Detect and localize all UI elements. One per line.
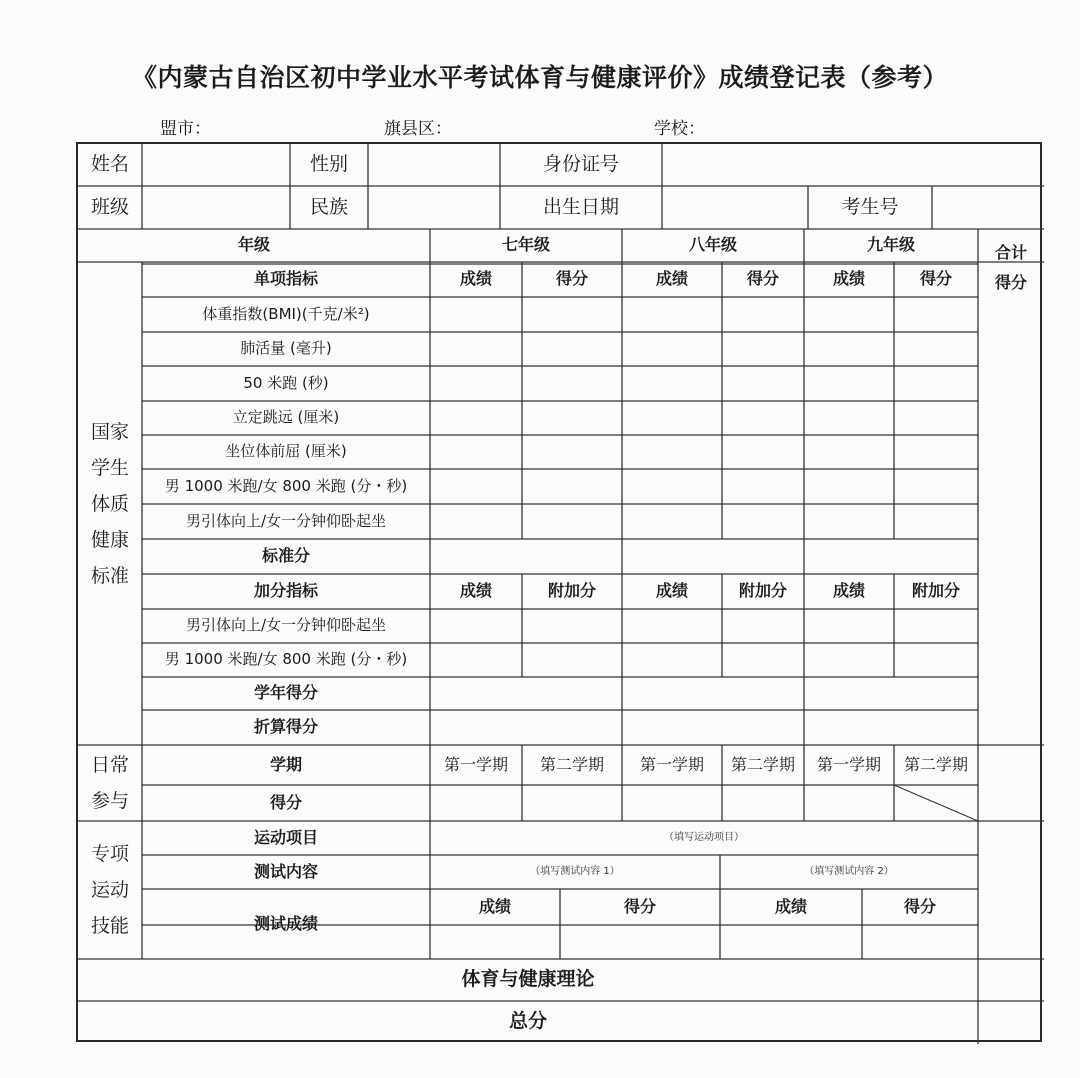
bonus-item-pullup-situp: 男引体向上/女一分钟仰卧起坐 <box>185 616 387 635</box>
form-title: 《内蒙古自治区初中学业水平考试体育与健康评价》成绩登记表（参考） <box>131 63 948 92</box>
item-50m-run: 50 米跑 (秒) <box>243 373 329 392</box>
test2-points-header: 得分 <box>903 896 936 916</box>
g7-second-semester: 第二学期 <box>539 754 604 774</box>
special-section-label <box>78 821 142 959</box>
item-pullup-situp: 男引体向上/女一分钟仰卧起坐 <box>185 511 387 530</box>
exam-number-field[interactable] <box>932 186 1044 229</box>
g9-first-semester: 第一学期 <box>816 754 881 774</box>
school-label: 学校： <box>654 119 705 139</box>
ethnicity-label: 民族 <box>309 195 348 218</box>
standard-score-label: 标准分 <box>261 546 310 566</box>
g9-second-semester: 第二学期 <box>903 754 968 774</box>
year-score-label: 学年得分 <box>253 683 318 703</box>
gender-label: 性别 <box>309 153 348 176</box>
g7-bonus-score-header: 成绩 <box>459 581 492 601</box>
score-sheet <box>76 142 1042 1042</box>
sport-item-label: 运动项目 <box>253 827 318 847</box>
name-field[interactable] <box>142 144 290 186</box>
total-header-line2: 得分 <box>994 272 1027 292</box>
birth-date-field[interactable] <box>662 186 808 229</box>
special-section-text: 专项运动技能 <box>90 843 129 937</box>
theory-label: 体育与健康理论 <box>461 968 595 991</box>
test-content-hint-2[interactable]: （填写测试内容 2） <box>804 866 894 878</box>
sport-item-hint[interactable]: （填写运动项目） <box>664 832 744 844</box>
test2-score-header: 成绩 <box>774 896 807 916</box>
g8-bonus-score-header: 成绩 <box>655 581 688 601</box>
banner-county-label: 旗县区： <box>384 119 452 139</box>
g7-bonus-points-header: 附加分 <box>547 581 596 601</box>
daily-section-text: 日常参与 <box>90 754 129 812</box>
birth-date-label: 出生日期 <box>542 195 619 218</box>
physical-section-text: 国家学生体质健康标准 <box>90 420 129 587</box>
grade-9-header: 九年级 <box>866 235 915 255</box>
semester-label: 学期 <box>269 754 302 774</box>
daily-score-label: 得分 <box>269 792 302 812</box>
test1-points-header: 得分 <box>623 896 656 916</box>
name-label: 姓名 <box>90 153 129 176</box>
grade-8-header: 八年级 <box>688 235 737 255</box>
g8-bonus-points-header: 附加分 <box>738 581 787 601</box>
test-content-hint-1[interactable]: （填写测试内容 1） <box>530 866 620 878</box>
bonus-index-header: 加分指标 <box>253 581 318 601</box>
gender-field[interactable] <box>368 144 500 186</box>
item-endurance-run: 男 1000 米跑/女 800 米跑 (分・秒) <box>164 476 408 495</box>
physical-section-label <box>78 262 142 745</box>
item-bmi: 体重指数(BMI)(千克/米²) <box>202 304 370 323</box>
id-number-label: 身份证号 <box>542 153 619 176</box>
ethnicity-field[interactable] <box>368 186 500 229</box>
g9-points-header: 得分 <box>919 269 952 289</box>
total-score-label: 总分 <box>508 1009 547 1032</box>
g9-score-header: 成绩 <box>832 269 865 289</box>
exam-number-label: 考生号 <box>841 195 899 218</box>
g7-first-semester: 第一学期 <box>443 754 508 774</box>
g7-score-header: 成绩 <box>459 269 492 289</box>
g9-bonus-points-header: 附加分 <box>911 581 960 601</box>
g8-first-semester: 第一学期 <box>639 754 704 774</box>
league-city-label: 盟市： <box>160 119 211 139</box>
single-index-header: 单项指标 <box>253 269 318 289</box>
class-field[interactable] <box>142 186 290 229</box>
grade-7-header: 七年级 <box>501 235 550 255</box>
test-content-label: 测试内容 <box>253 861 318 881</box>
test1-score-header: 成绩 <box>478 896 511 916</box>
item-standing-jump: 立定跳远 (厘米) <box>232 408 340 427</box>
id-number-field[interactable] <box>662 144 1044 186</box>
g8-points-header: 得分 <box>746 269 779 289</box>
grade-header: 年级 <box>237 235 270 255</box>
converted-score-label: 折算得分 <box>253 717 318 737</box>
g9-bonus-score-header: 成绩 <box>832 581 865 601</box>
test-score-label: 测试成绩 <box>253 913 318 933</box>
g8-second-semester: 第二学期 <box>730 754 795 774</box>
total-header-line1: 合计 <box>994 242 1027 262</box>
g8-score-header: 成绩 <box>655 269 688 289</box>
class-label: 班级 <box>90 195 129 218</box>
bonus-item-endurance-run: 男 1000 米跑/女 800 米跑 (分・秒) <box>164 650 408 669</box>
g7-points-header: 得分 <box>555 269 588 289</box>
item-sit-and-reach: 坐位体前屈 (厘米) <box>225 442 347 461</box>
item-lung-capacity: 肺活量 (毫升) <box>240 339 332 358</box>
daily-section-label <box>78 745 142 821</box>
